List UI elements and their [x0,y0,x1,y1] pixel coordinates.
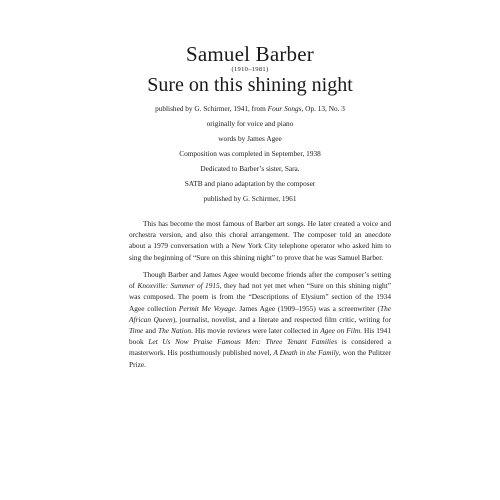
paragraph-history [129,218,391,263]
paragraph-text: is considered a masterwork. His posthumously published novel, [129,337,391,358]
work-title: A Death in the Family [273,348,339,358]
lyricist: words by James Agee [218,134,282,143]
composer-name: Samuel Barber [186,42,314,66]
publication-line [0,104,500,113]
original-scoring: originally for voice and piano [206,119,294,128]
work-title: The Nation [158,326,192,336]
paragraph-text: . James Agee (1909–1955) was a screenwriter ( [234,303,380,313]
composition-date: Composition was completed in September, 1938 [179,149,321,158]
paragraph-text: . His 1941 book [129,326,391,347]
dedication: Dedicated to Barber’s sister, Sara. [200,164,300,173]
paragraph-text: , won the Pulitzer Prize. [129,348,391,369]
satb-publication: published by G. Schirmer, 1961 [203,194,297,203]
work-title: Permit Me Voyage [178,303,235,313]
paragraph-text: This has become the most famous of Barber art songs. He later created a voice and orchestra version, and also this choral arrangement. The composer told an anecdote about a 1979 conversation with a New York City telephone operator who asked him to sing the beginning of “Sure on this shining night” to prove that he was Samuel Barber. [129,219,391,262]
song-title: Sure on this shining night [147,74,353,96]
publication-opus: , Op. 13, No. 3 [301,104,345,113]
work-title: The African Queen [129,303,392,324]
publication-text: published by G. Schirmer, 1941, from [155,104,268,113]
publication-collection: Four Songs [267,104,302,113]
composer-dates: (1910–1981) [231,66,269,73]
paragraph-text: , they had not yet met when “Sure on this shining night” was composed. The poem is from the “Descriptions of Elysium” section of the 1934 Agee collection [129,281,391,313]
work-title: Agee on Film [320,326,361,336]
satb-adaptation: SATB and piano adaptation by the composer [184,179,316,188]
work-title: Time [129,326,144,336]
paragraph-text: . His movie reviews were later collected in [191,326,321,336]
work-title: Let Us Now Praise Famous Men: Three Tenant Families [148,337,338,347]
paragraph-text: ), journalist, novelist, and a literate and respected film critic, writing for [172,314,392,324]
paragraph-text: Though Barber and James Agee would become friends after the composer’s setting of [129,270,391,291]
paragraph-agee [129,269,391,370]
work-title: Knoxville: Summer of 1915 [137,281,220,291]
paragraph-text: and [143,326,158,336]
